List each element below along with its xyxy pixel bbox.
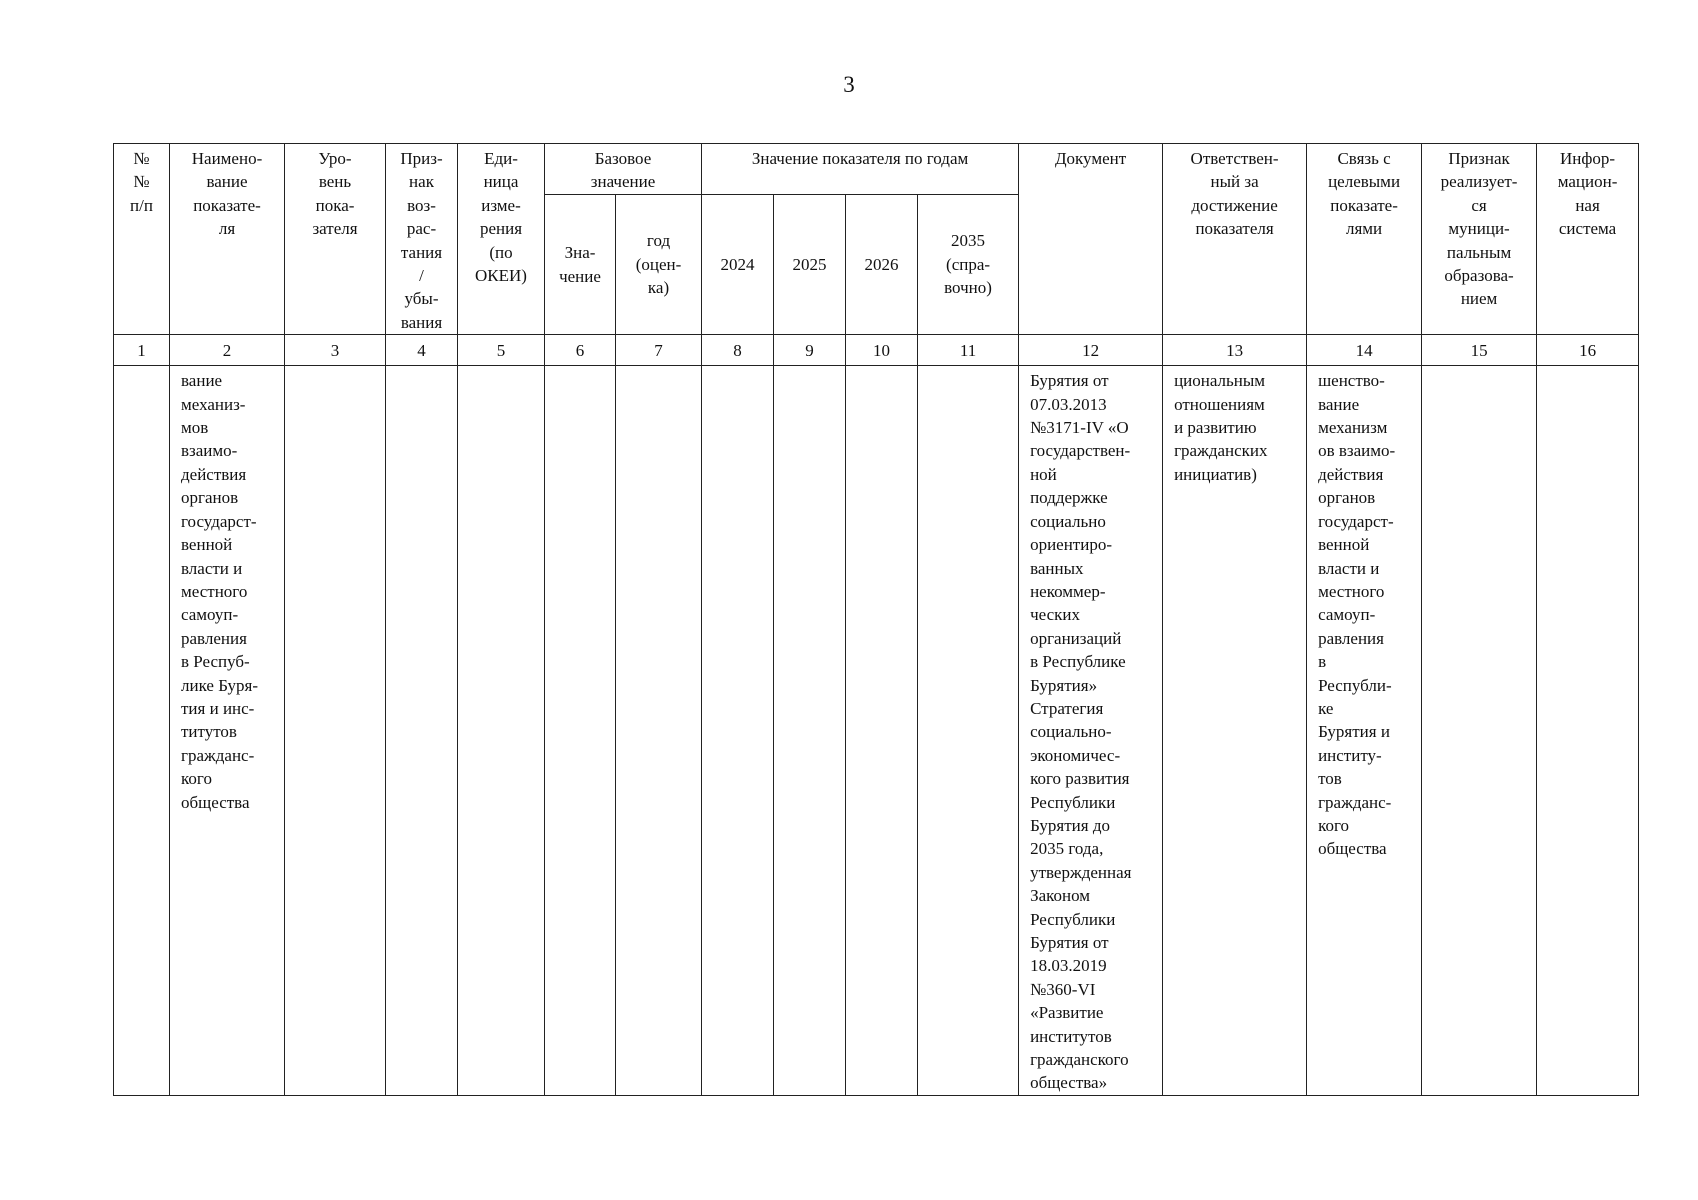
header-base-value-group	[545, 144, 702, 195]
column-number: 7	[616, 335, 702, 366]
text-line: кого	[181, 769, 212, 789]
text-line: ческих	[1030, 605, 1080, 625]
text-line: государствен-	[1030, 441, 1131, 461]
column-number: 13	[1163, 335, 1307, 366]
text-line: ов взаимо-	[1318, 441, 1396, 461]
text-line: №360-VI	[1030, 979, 1096, 999]
indicators-table	[113, 143, 1639, 1096]
text-line: целевыми	[1328, 172, 1401, 192]
text-line: показате-	[193, 195, 261, 215]
text-line: равления	[181, 628, 247, 648]
text-line: кого	[1318, 815, 1350, 835]
column-number: 4	[386, 335, 458, 366]
cell-municipal-sign	[1422, 366, 1537, 1096]
text-line: общества	[181, 792, 250, 812]
header-responsible	[1163, 144, 1307, 335]
cell-2035	[918, 366, 1019, 1096]
text-line: (по	[489, 242, 513, 262]
text-line: органов	[181, 488, 239, 508]
text-line: Бурятия от	[1030, 933, 1109, 952]
column-number: 9	[774, 335, 846, 366]
text-line: ница	[483, 172, 519, 192]
cell-2024	[702, 366, 774, 1096]
text-line: образова-	[1444, 266, 1514, 286]
text-line: ванных	[1030, 558, 1084, 578]
text-line: инициатив)	[1174, 464, 1257, 484]
text-line: ке	[1318, 698, 1334, 718]
text-line: институтов	[1030, 1026, 1112, 1046]
text-line: ный за	[1210, 172, 1259, 192]
text-line: Стратегия	[1030, 698, 1104, 718]
text-line: власти и	[1318, 558, 1380, 578]
column-number: 14	[1307, 335, 1422, 366]
text-line: венной	[181, 535, 233, 555]
text-line: институ-	[1318, 745, 1382, 765]
text-line: вание	[1318, 394, 1360, 414]
header-base-year	[616, 194, 702, 334]
text-line: мацион-	[1557, 172, 1618, 192]
text-line: гражданских	[1174, 441, 1268, 461]
column-number: 11	[918, 335, 1019, 366]
text-line: год	[646, 231, 671, 251]
text-line: гражданс-	[181, 745, 255, 765]
text-line: кого развития	[1030, 769, 1130, 789]
text-line: 2035 года,	[1030, 839, 1104, 859]
column-number: 5	[458, 335, 545, 366]
text-line: общества	[1318, 839, 1387, 859]
text-line: п/п	[130, 195, 153, 215]
text-line: Связь с	[1337, 149, 1391, 168]
column-number: 6	[545, 335, 616, 366]
header-year-2035	[918, 194, 1019, 334]
text-line: пальным	[1446, 242, 1512, 262]
cell-2026	[846, 366, 918, 1096]
column-number: 12	[1019, 335, 1163, 366]
text-line: Бурятия до	[1030, 815, 1110, 835]
text-line: действия	[1318, 464, 1384, 484]
column-number: 10	[846, 335, 918, 366]
header-row-1	[114, 144, 1639, 195]
header-base-value	[545, 194, 616, 334]
text-line: нак	[409, 172, 434, 192]
text-line: государст-	[181, 511, 257, 531]
column-number: 16	[1537, 335, 1639, 366]
header-unit	[458, 144, 545, 335]
text-line: рения	[479, 219, 523, 239]
text-line: 18.03.2019	[1030, 956, 1107, 976]
header-indicator-name	[170, 144, 285, 335]
header-year-2025: 2025	[774, 194, 846, 334]
text-line: взаимо-	[181, 441, 238, 461]
text-line: экономичес-	[1030, 745, 1121, 765]
text-line: в	[1318, 652, 1327, 672]
text-line: №	[133, 149, 150, 168]
text-line: действия	[181, 464, 247, 484]
text-line: Инфор-	[1560, 149, 1616, 168]
text-line: социально	[1030, 511, 1106, 531]
text-line: показате-	[1330, 195, 1398, 215]
text-line: Уро-	[318, 149, 352, 168]
column-number: 1	[114, 335, 170, 366]
text-line: Республи-	[1318, 675, 1392, 695]
text-line: механизм	[1318, 418, 1388, 438]
text-line: механиз-	[181, 394, 246, 414]
header-indicator-level	[285, 144, 386, 335]
cell-indicator-level	[285, 366, 386, 1096]
text-line: социально-	[1030, 722, 1112, 742]
text-line: 07.03.2013	[1030, 394, 1107, 414]
text-line: некоммер-	[1030, 581, 1106, 601]
text-line: вания	[400, 312, 443, 332]
cell-responsible	[1163, 366, 1307, 1096]
text-line: ОКЕИ)	[475, 266, 527, 286]
text-line: Бурятия от	[1030, 371, 1109, 391]
text-line: вание	[181, 371, 223, 391]
text-line: тия и инс-	[181, 698, 255, 718]
text-line: и развитию	[1174, 418, 1257, 438]
text-line: поддержке	[1030, 488, 1108, 508]
text-line: №3171-IV «О	[1030, 418, 1129, 438]
column-number: 3	[285, 335, 386, 366]
header-document: Документ	[1019, 144, 1163, 335]
cell-info-system	[1537, 366, 1639, 1096]
text-line: (спра-	[946, 254, 991, 274]
column-number: 2	[170, 335, 285, 366]
text-line: нием	[1460, 289, 1498, 309]
text-line: гражданс-	[1318, 792, 1392, 812]
text-line: реализует-	[1440, 172, 1518, 192]
text-line: пока-	[315, 195, 355, 215]
text-line: организаций	[1030, 628, 1122, 648]
text-line: Ответствен-	[1190, 149, 1279, 168]
text-line: 2035	[951, 231, 986, 251]
cell-row-number	[114, 366, 170, 1096]
text-line: Бурятия»	[1030, 675, 1098, 695]
text-line: система	[1558, 219, 1617, 239]
column-number: 8	[702, 335, 774, 366]
text-line: общества»	[1030, 1073, 1108, 1093]
text-line: государст-	[1318, 511, 1394, 531]
text-line: лями	[1345, 219, 1383, 239]
text-line: тов	[1318, 769, 1342, 789]
cell-base-value	[545, 366, 616, 1096]
header-info-system	[1537, 144, 1639, 335]
text-line: гражданского	[1030, 1050, 1129, 1070]
text-line: вание	[206, 172, 248, 192]
text-line: Еди-	[484, 149, 518, 168]
text-line: Наимено-	[191, 149, 263, 168]
text-line: венной	[1318, 535, 1370, 555]
text-line: №	[133, 172, 150, 192]
text-line: (оцен-	[635, 254, 682, 274]
text-line: ка)	[647, 278, 670, 298]
cell-trend-sign	[386, 366, 458, 1096]
text-line: титутов	[181, 722, 237, 742]
header-trend-sign	[386, 144, 458, 335]
text-line: Зна-	[564, 243, 596, 263]
cell-unit	[458, 366, 545, 1096]
text-line: Базовое	[594, 149, 652, 168]
text-line: ориентиро-	[1030, 535, 1112, 555]
header-years-group: Значение показателя по годам	[702, 144, 1019, 195]
text-line: ся	[1471, 195, 1487, 215]
text-line: самоуп-	[181, 605, 239, 625]
text-line: в Респуб-	[181, 652, 250, 672]
text-line: Республики	[1030, 909, 1116, 929]
text-line: тания	[400, 242, 443, 262]
header-target-link	[1307, 144, 1422, 335]
text-line: в Республике	[1030, 652, 1126, 672]
header-year-2026: 2026	[846, 194, 918, 334]
text-line: убы-	[404, 289, 439, 309]
cell-base-year	[616, 366, 702, 1096]
text-line: Признак	[1448, 149, 1510, 168]
cell-2025	[774, 366, 846, 1096]
table-row	[114, 366, 1639, 1096]
text-line: ная	[1575, 195, 1600, 215]
text-line: ля	[218, 219, 236, 239]
text-line: власти и	[181, 558, 243, 578]
column-numbers-row	[114, 335, 1639, 366]
text-line: лике Буря-	[181, 675, 259, 695]
text-line: шенство-	[1318, 371, 1385, 391]
text-line: вень	[318, 172, 352, 192]
text-line: рас-	[406, 219, 437, 239]
cell-document	[1019, 366, 1163, 1096]
cell-indicator-name	[170, 366, 285, 1096]
text-line: равления	[1318, 628, 1384, 648]
cell-target-link	[1307, 366, 1422, 1096]
text-line: Законом	[1030, 886, 1091, 906]
header-municipal-sign	[1422, 144, 1537, 335]
header-row-number	[114, 144, 170, 335]
text-line: органов	[1318, 488, 1376, 508]
text-line: чение	[559, 266, 601, 286]
text-line: циональным	[1174, 371, 1266, 391]
text-line: местного	[1318, 581, 1385, 601]
text-line: вочно)	[944, 278, 992, 298]
text-line: /	[419, 266, 424, 286]
text-line: зателя	[312, 219, 358, 239]
text-line: значение	[590, 172, 656, 192]
text-line: утвержденная	[1030, 862, 1132, 882]
text-line: Бурятия и	[1318, 722, 1390, 742]
text-line: Приз-	[400, 149, 443, 168]
text-line: мов	[181, 418, 209, 438]
text-line: ной	[1030, 464, 1057, 484]
text-line: достижение	[1191, 195, 1278, 215]
text-line: воз-	[407, 195, 436, 215]
text-line: Республики	[1030, 792, 1116, 812]
page-number: 3	[843, 72, 855, 97]
text-line: изме-	[481, 195, 521, 215]
text-line: местного	[181, 581, 248, 601]
text-line: отношениям	[1174, 394, 1265, 414]
text-line: муници-	[1448, 219, 1510, 239]
text-line: показателя	[1195, 219, 1274, 239]
column-number: 15	[1422, 335, 1537, 366]
text-line: «Развитие	[1030, 1003, 1104, 1023]
text-line: самоуп-	[1318, 605, 1376, 625]
header-year-2024: 2024	[702, 194, 774, 334]
